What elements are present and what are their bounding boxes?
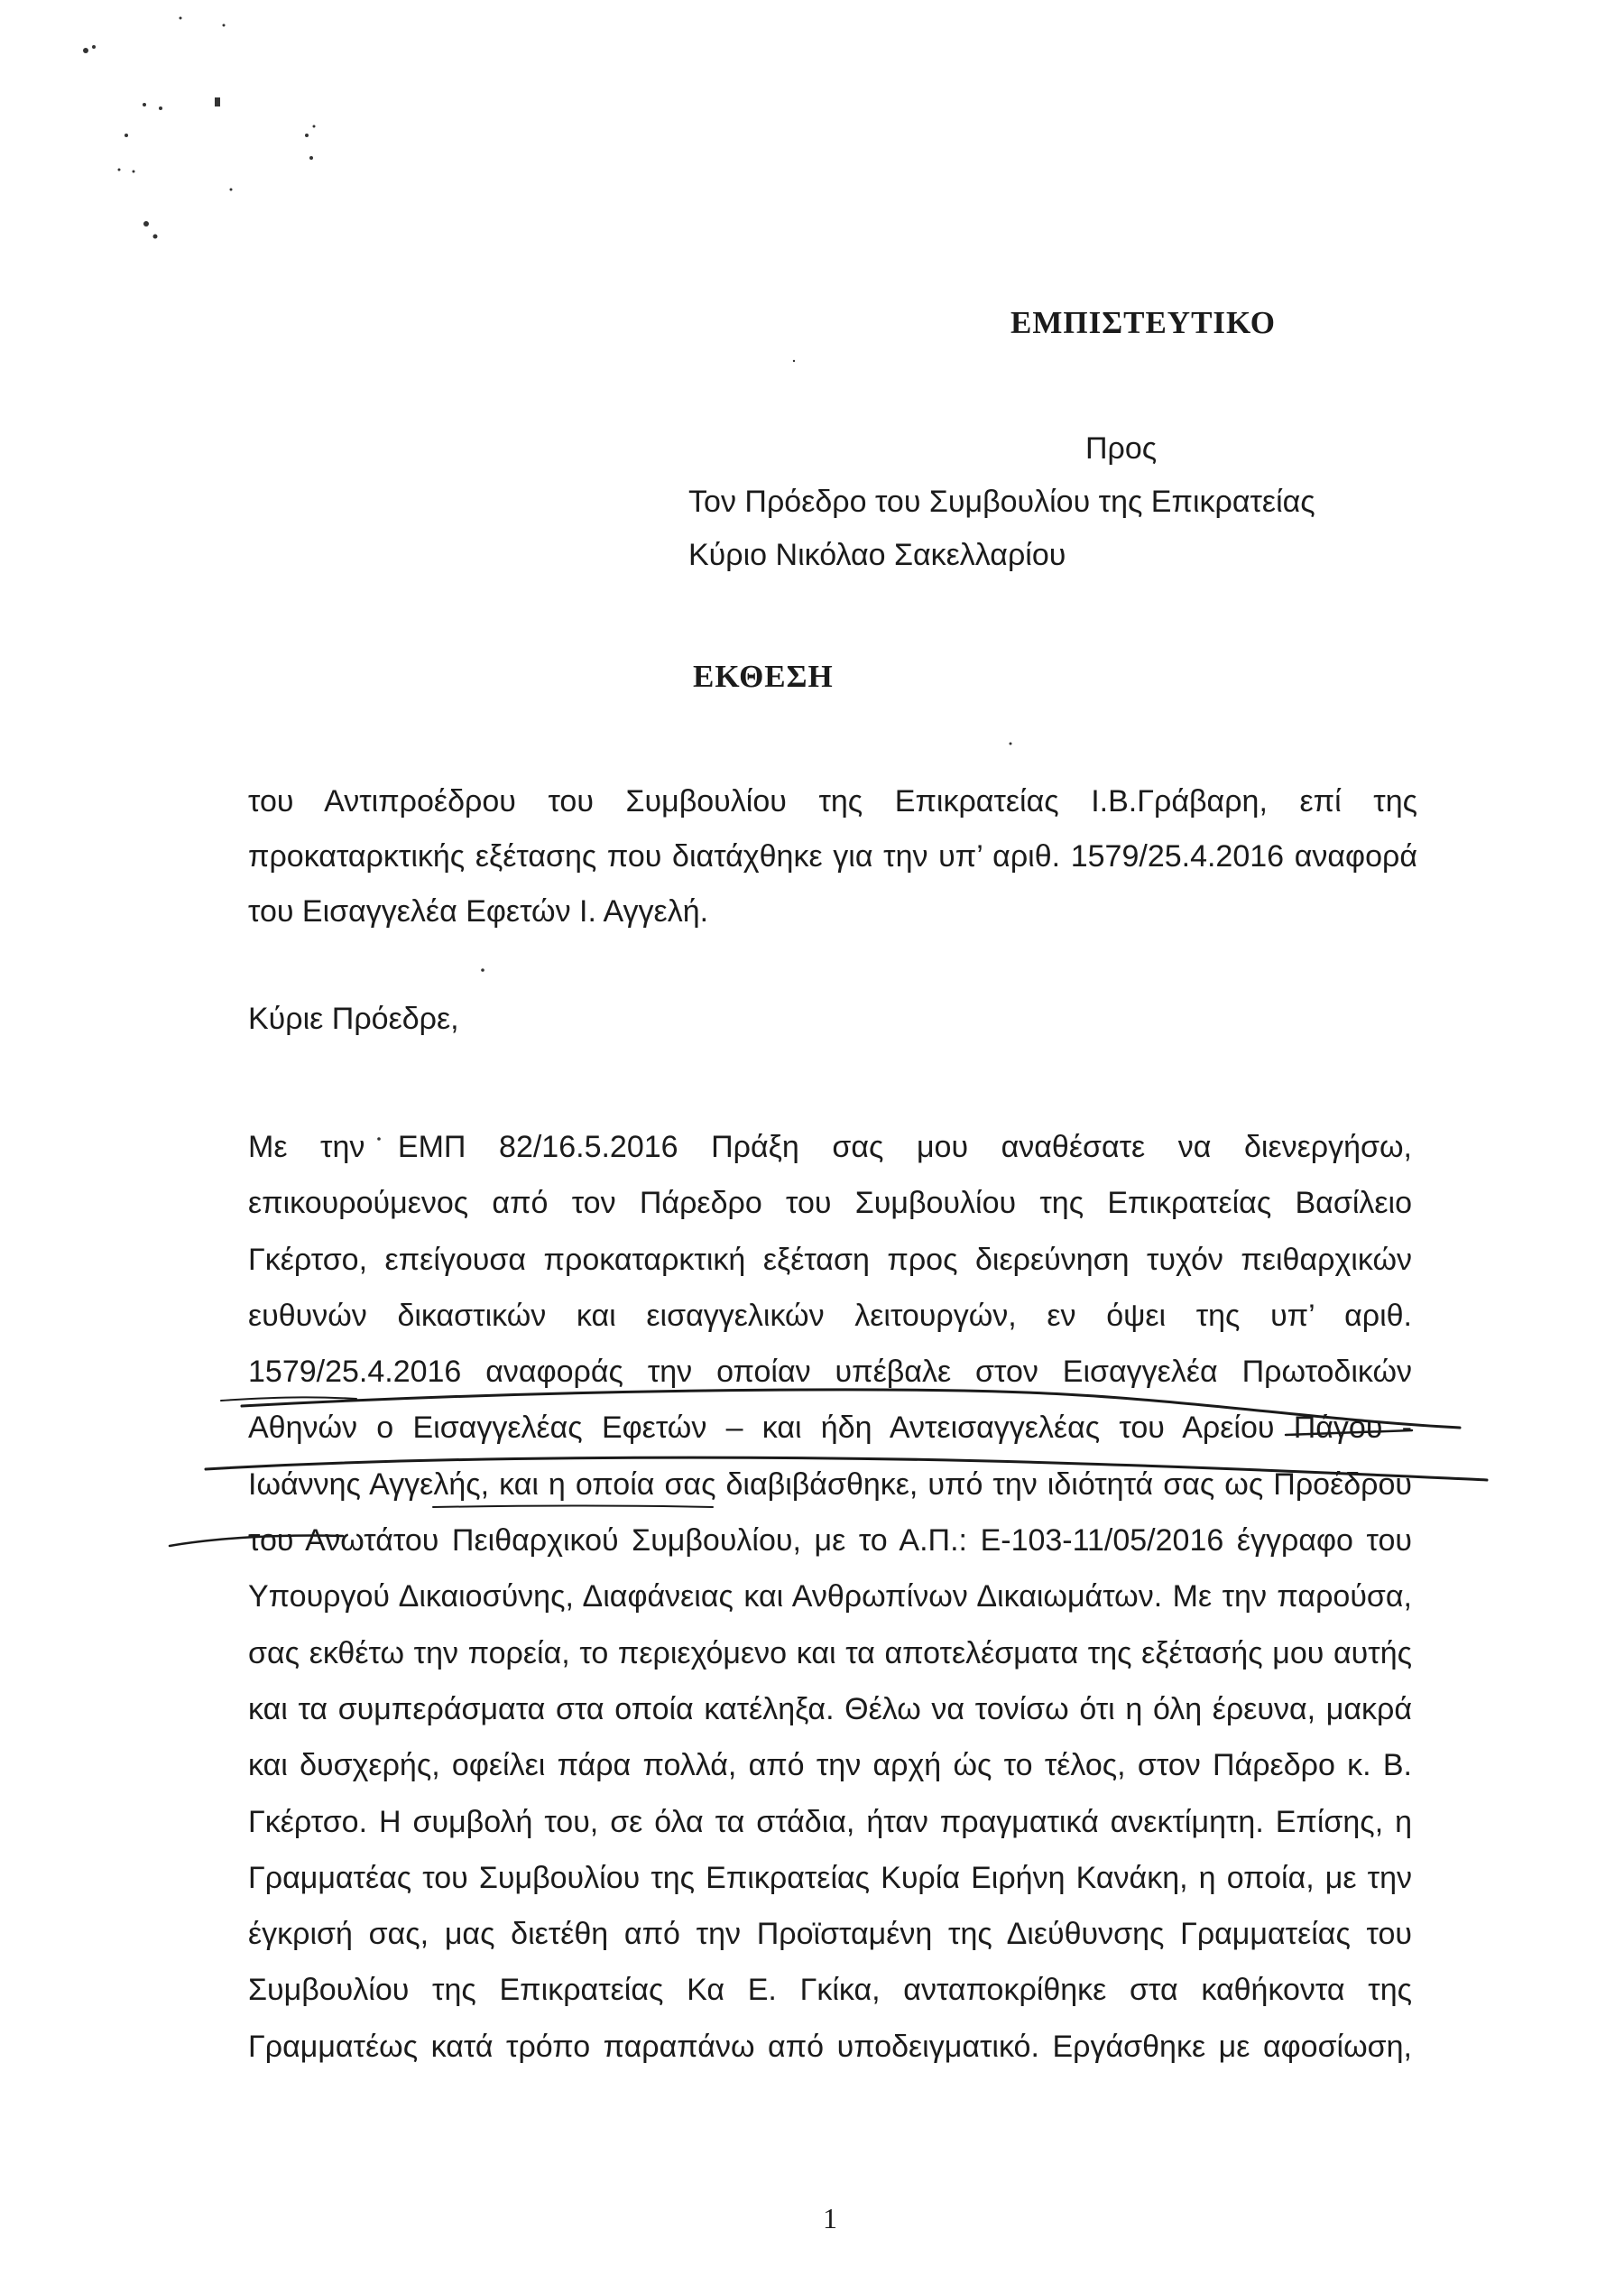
body-line: έγκρισή σας, μας διετέθη από την Προϊσταμένη της Διεύθυνσης Γραμματείας του [248, 1917, 1412, 1952]
body-line: Γραμματέως κατά τρόπο παραπάνω από υποδειγματικό. Εργάσθηκε με αφοσίωση, [248, 2029, 1412, 2064]
body-line: ευθυνών δικαστικών και εισαγγελικών λειτουργών, εν όψει της υπ’ αριθ. [248, 1298, 1412, 1333]
recipient-block [688, 422, 1392, 582]
body-line: Αθηνών ο Εισαγγελέας Εφετών – και ήδη Αντεισαγγελέας του Αρείου Πάγου - [248, 1411, 1412, 1446]
body-line: επικουρούμενος από τον Πάρεδρο του Συμβουλίου της Επικρατείας Βασίλειο [248, 1186, 1412, 1221]
report-subject: του Αντιπροέδρου του Συμβουλίου της Επικρατείας Ι.Β.Γράβαρη, επί της προκαταρκτικής εξέτασης που διατάχθηκε για την υπ’ αριθ. 1579/25.4.2016 αναφορά του Εισαγγελέα Εφετών Ι. Αγγελή. [248, 784, 1417, 929]
recipient-line-1: Τον Πρόεδρο του Συμβουλίου της Επικρατείας [688, 485, 1315, 519]
body-line: και τα συμπεράσματα στα οποία κατέληξα. Θέλω να τονίσω ότι η όλη έρευνα, μακρά [248, 1691, 1412, 1726]
body-line: Υπουργού Δικαιοσύνης, Διαφάνειας και Ανθρωπίνων Δικαιωμάτων. Με την παρούσα, [248, 1579, 1412, 1614]
page-number: 1 [823, 2202, 837, 2234]
body-line: Ιωάννης Αγγελής, και η οποία σας διαβιβάσθηκε, υπό την ιδιότητά σας ως Προέδρου [248, 1466, 1412, 1502]
body-line: 1579/25.4.2016 αναφοράς την οποίαν υπέβαλε στον Εισαγγελέα Πρωτοδικών [248, 1355, 1412, 1390]
body-paragraph [248, 1119, 1412, 2075]
body-line: σας εκθέτω την πορεία, το περιεχόμενο και τα αποτελέσματα της εξέτασής μου αυτής [248, 1635, 1412, 1670]
body-line: του Ανωτάτου Πειθαρχικού Συμβουλίου, με το Α.Π.: Ε-103-11/05/2016 έγγραφο του [248, 1523, 1412, 1559]
body-line: Συμβουλίου της Επικρατείας Κα Ε. Γκίκα, ανταποκρίθηκε στα καθήκοντα της [248, 1973, 1412, 2008]
body-line: Γκέρτσο, επείγουσα προκαταρκτική εξέταση προς διερεύνηση τυχόν πειθαρχικών [248, 1242, 1412, 1277]
body-line: και δυσχερής, οφείλει πάρα πολλά, από την αρχή ώς το τέλος, στον Πάρεδρο κ. Β. [248, 1748, 1412, 1783]
body-line: Γραμματέας του Συμβουλίου της Επικρατείας Κυρία Ειρήνη Κανάκη, η οποία, με την [248, 1860, 1412, 1895]
body-line: Γκέρτσο. Η συμβολή του, σε όλα τα στάδια, ήταν πραγματικά ανεκτίμητη. Επίσης, η [248, 1804, 1412, 1839]
report-title: ΕΚΘΕΣΗ [693, 659, 834, 694]
salutation: Κύριε Πρόεδρε, [248, 1002, 459, 1036]
to-label: Προς [1085, 431, 1158, 466]
body-line: Με την ΕΜΠ 82/16.5.2016 Πράξη σας μου αναθέσατε να διενεργήσω, [248, 1130, 1412, 1164]
recipient-line-2: Κύριο Νικόλαο Σακελλαρίου [688, 538, 1066, 572]
classification-heading: ΕΜΠΙΣΤΕΥΤΙΚΟ [1010, 305, 1276, 340]
